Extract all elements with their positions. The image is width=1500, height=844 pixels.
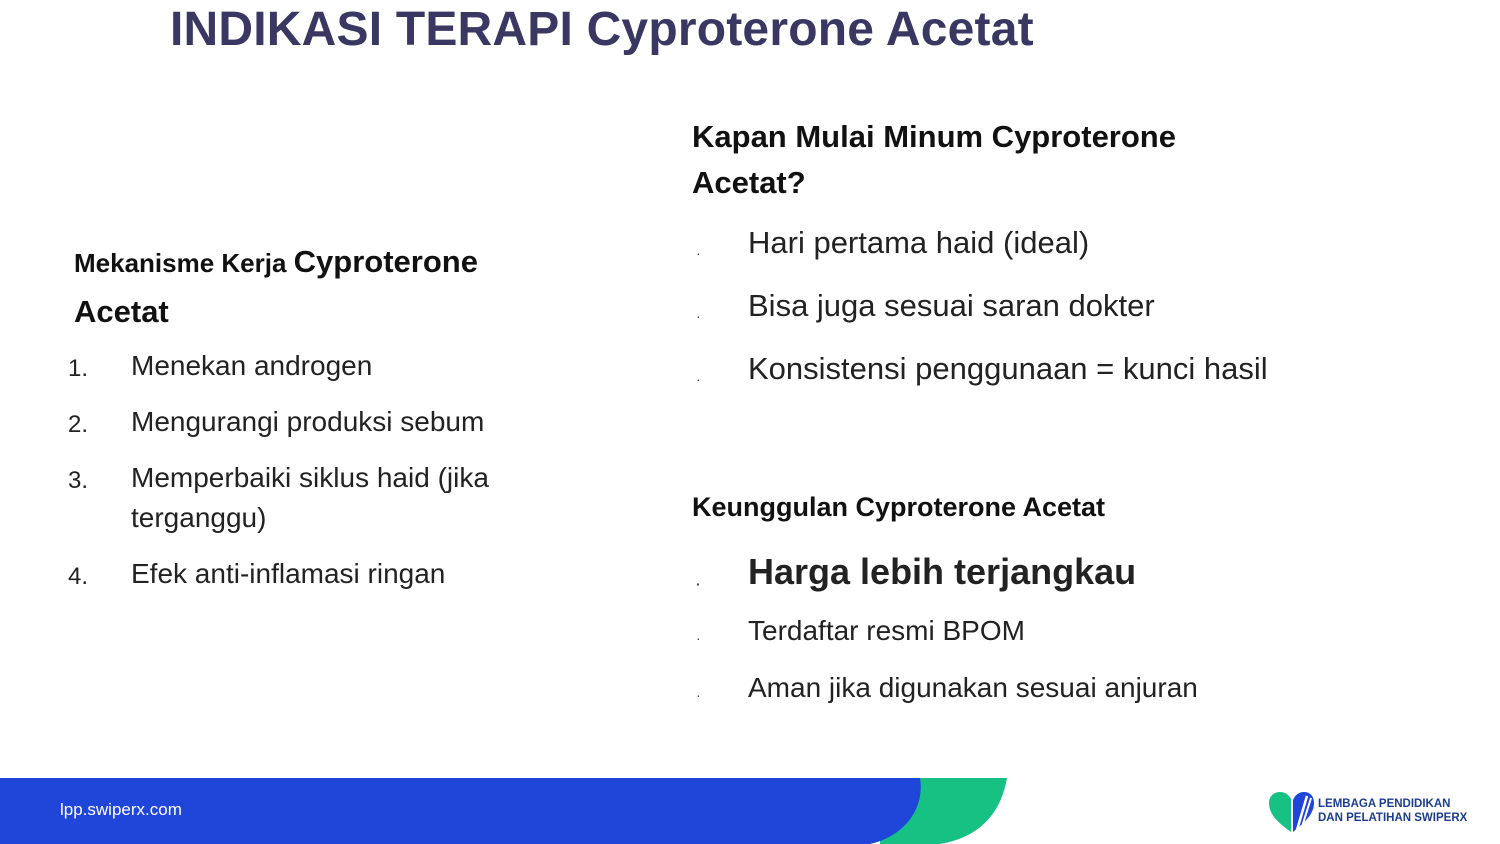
list-item-text: Bisa juga sesuai saran dokter	[748, 288, 1155, 323]
list-item	[68, 458, 538, 538]
list-item	[696, 222, 1396, 264]
bullet-icon: ·	[696, 630, 701, 646]
brand-name	[1318, 797, 1467, 825]
list-item-text: Hari pertama haid (ideal)	[748, 225, 1090, 260]
list-item-text: Efek anti-inflamasi ringan	[131, 558, 446, 589]
list-item-text: Terdaftar resmi BPOM	[748, 615, 1025, 646]
list-item	[696, 610, 1216, 651]
list-item	[68, 402, 538, 442]
mekanisme-heading	[74, 240, 554, 340]
brand-logo-icon	[1267, 790, 1315, 834]
list-item-text: Harga lebih terjangkau	[748, 551, 1137, 592]
list-item-text: Aman jika digunakan sesuai anjuran	[748, 672, 1198, 703]
mekanisme-heading-prefix: Mekanisme Kerja	[74, 248, 294, 278]
list-item-number: 4.	[68, 563, 89, 590]
brand-line-1: LEMBAGA PENDIDIKAN	[1318, 798, 1451, 810]
list-item	[68, 554, 538, 594]
list-item-number: 2.	[68, 411, 89, 438]
keunggulan-list	[696, 548, 1216, 724]
keunggulan-heading: Keunggulan Cyproterone Acetat	[692, 492, 1106, 522]
bullet-icon: ·	[696, 576, 701, 592]
list-item	[696, 548, 1216, 596]
list-item	[696, 667, 1216, 708]
list-item	[696, 285, 1396, 327]
bullet-icon: ·	[696, 687, 701, 703]
list-item-text: Mengurangi produksi sebum	[131, 406, 485, 437]
bullet-icon: ·	[696, 371, 701, 387]
list-item-text: Konsistensi penggunaan = kunci hasil	[748, 351, 1268, 386]
kapan-heading: Kapan Mulai Minum Cyproterone Acetat?	[692, 119, 1176, 200]
mekanisme-list	[68, 346, 538, 594]
list-item	[696, 348, 1396, 390]
list-item-text: Memperbaiki siklus haid (jika terganggu)	[131, 462, 489, 533]
brand-line-2: DAN PELATIHAN SWIPERX	[1318, 812, 1468, 824]
bullet-icon: ·	[696, 245, 701, 261]
slide-title: INDIKASI TERAPI Cyproterone Acetat	[170, 3, 1034, 56]
mekanisme-heading-drug: Cyproterone Acetat	[74, 244, 478, 329]
kapan-list	[696, 222, 1396, 411]
footer-url: lpp.swiperx.com	[60, 800, 182, 819]
bullet-icon: ·	[696, 308, 701, 324]
list-item-number: 1.	[68, 355, 89, 382]
list-item	[68, 346, 538, 386]
list-item-number: 3.	[68, 467, 89, 494]
list-item-text: Menekan androgen	[131, 350, 373, 381]
